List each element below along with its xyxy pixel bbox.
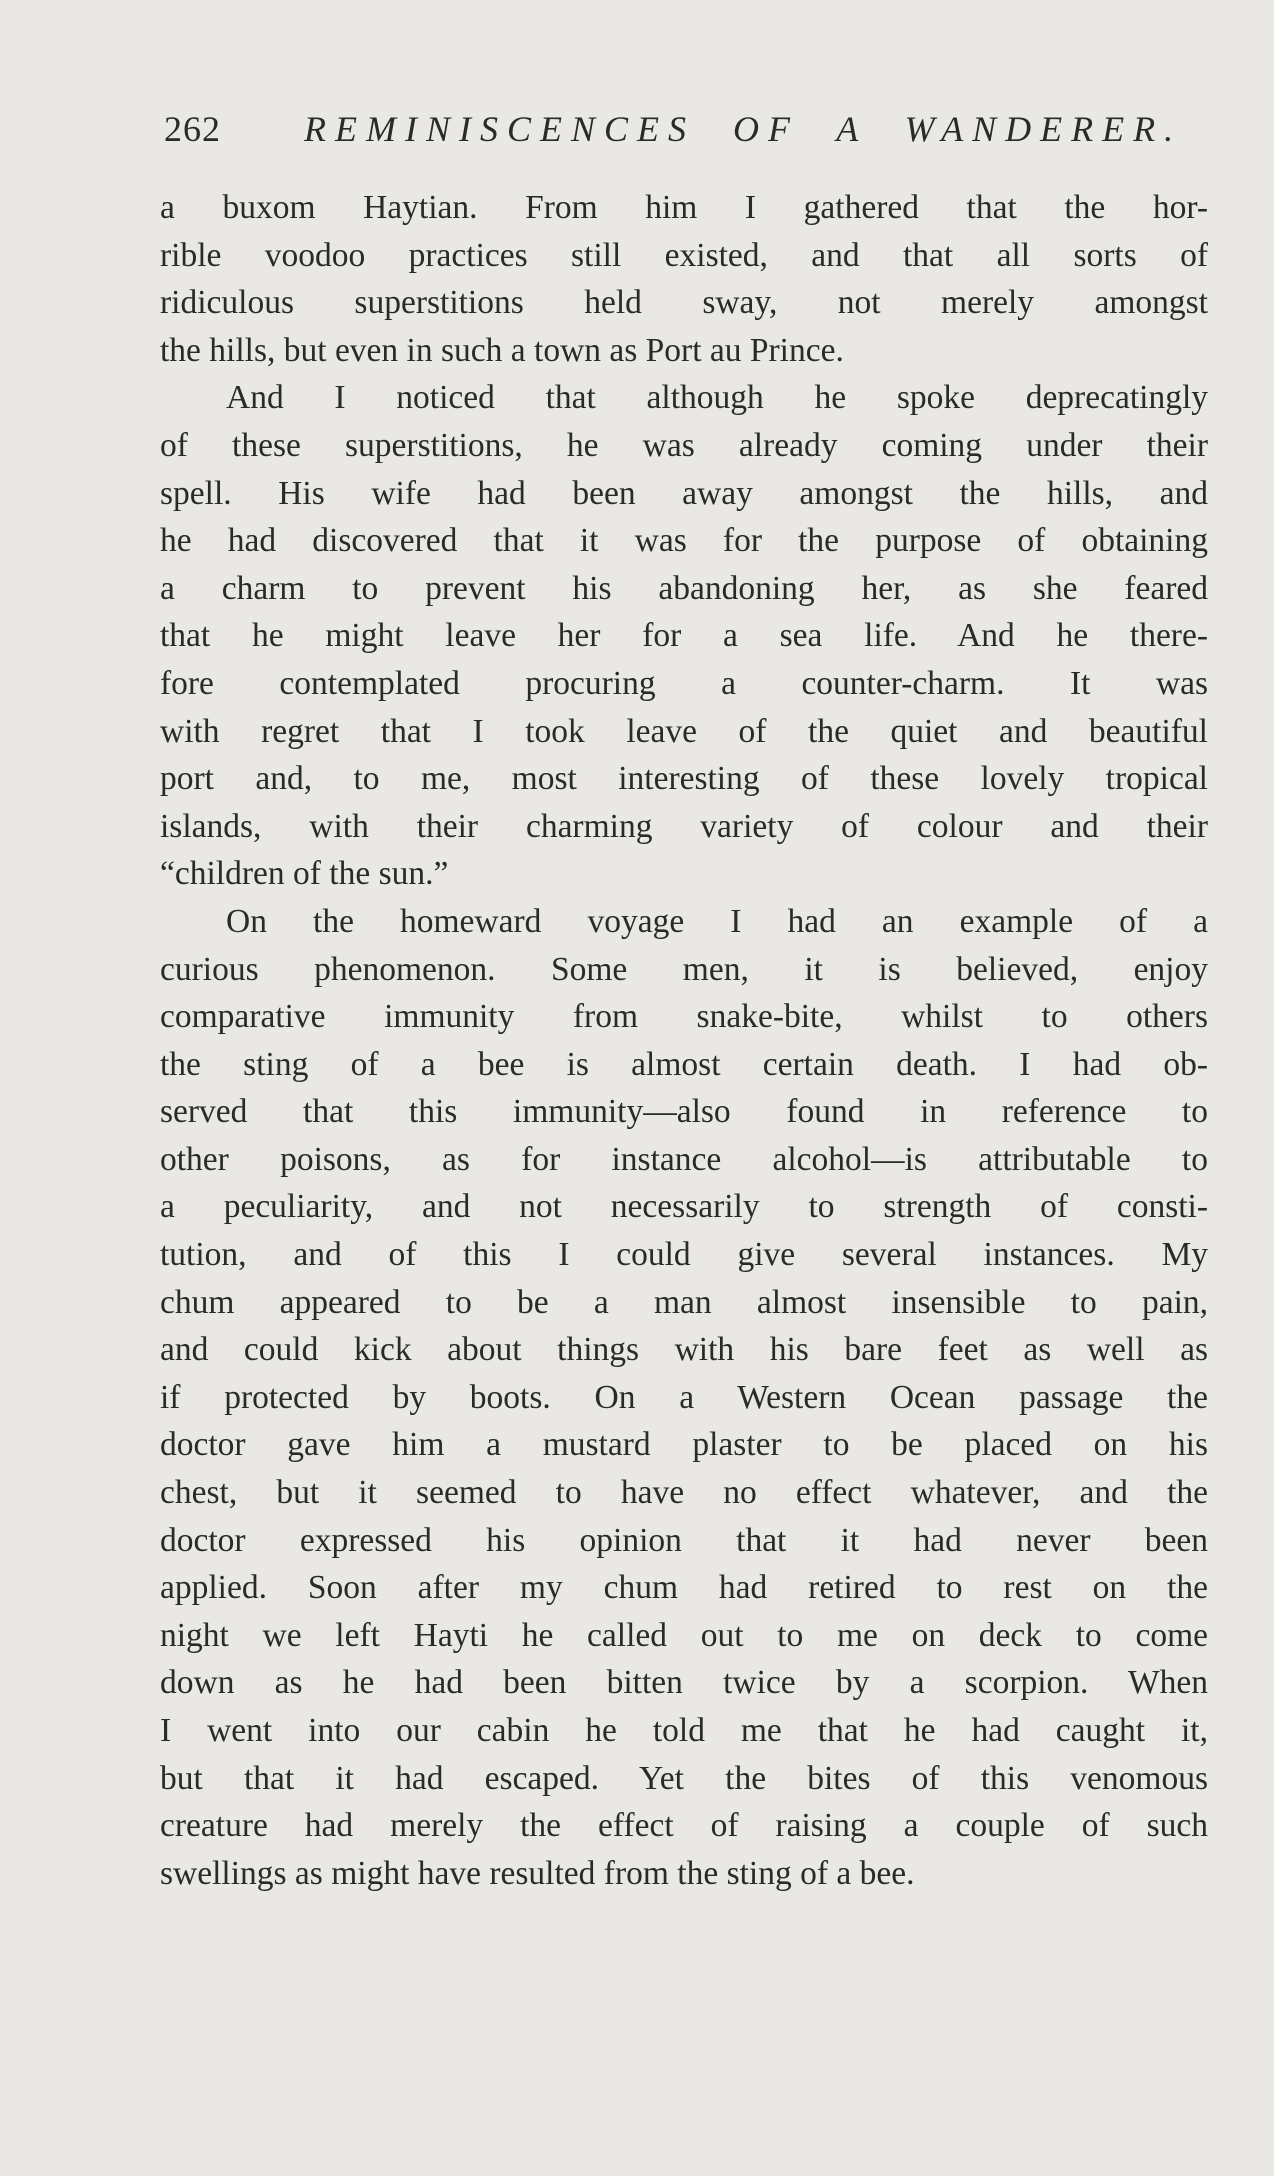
text-line: I went into our cabin he told me that he had caught it, [160,1712,1208,1749]
text-line: with regret that I took leave of the quiet and beautiful [160,712,1208,750]
text-line: port and, to me, most interesting of these lovely tropical [160,760,1208,798]
text-line: On the homeward voyage I had an example of a [226,902,1208,940]
text-line: islands, with their charming variety of colour and their [160,807,1208,845]
text-line: rible voodoo practices still existed, and that all sorts of [160,236,1208,274]
text-line: chest, but it seemed to have no effect whatever, and the [160,1474,1208,1512]
running-title: REMINISCENCES OF A WANDERER. [304,109,1183,149]
text-line: doctor gave him a mustard plaster to be placed on his [160,1426,1208,1464]
text-line: a buxom Haytian. From him I gathered that the hor- [160,189,1208,226]
text-line: curious phenomenon. Some men, it is believed, enjoy [160,950,1208,988]
text-line: night we left Hayti he called out to me on deck to come [160,1616,1208,1654]
text-line: comparative immunity from snake-bite, whilst to others [160,998,1208,1036]
text-line: swellings as might have resulted from the sting of a bee. [160,1854,915,1892]
text-line: tution, and of this I could give several instances. My [160,1236,1208,1274]
text-line: a peculiarity, and not necessarily to strength of consti- [160,1188,1208,1226]
text-line: spell. His wife had been away amongst the hills, and [160,474,1208,512]
text-line: he had discovered that it was for the purpose of obtaining [160,522,1208,560]
text-line: ridiculous superstitions held sway, not merely amongst [160,284,1208,322]
text-line: of these superstitions, he was already coming under their [160,426,1208,464]
page-number: 262 [164,109,221,149]
text-line: creature had merely the effect of raising a couple of such [160,1807,1208,1845]
text-line: and could kick about things with his bare feet as well as [160,1331,1208,1369]
text-line: And I noticed that although he spoke deprecatingly [226,379,1208,417]
text-line: chum appeared to be a man almost insensible to pain, [160,1283,1208,1321]
text-line: served that this immunity—also found in reference to [160,1093,1208,1131]
text-line: a charm to prevent his abandoning her, as she feared [160,569,1208,607]
text-line: doctor expressed his opinion that it had never been [160,1521,1208,1559]
body-text [160,184,1208,1897]
text-line: the sting of a bee is almost certain death. I had ob- [160,1045,1208,1083]
text-line: other poisons, as for instance alcohol—is attributable to [160,1140,1208,1178]
text-line: but that it had escaped. Yet the bites of this venomous [160,1759,1208,1797]
text-line: if protected by boots. On a Western Ocean passage the [160,1378,1208,1416]
text-line: fore contemplated procuring a counter-charm. It was [160,664,1208,702]
text-line: that he might leave her for a sea life. And he there- [160,617,1208,655]
page-header [164,104,1204,154]
text-line: down as he had been bitten twice by a scorpion. When [160,1664,1208,1702]
text-line: “children of the sun.” [160,855,449,893]
text-line: applied. Soon after my chum had retired to rest on the [160,1569,1208,1607]
text-line: the hills, but even in such a town as Port au Prince. [160,331,844,369]
